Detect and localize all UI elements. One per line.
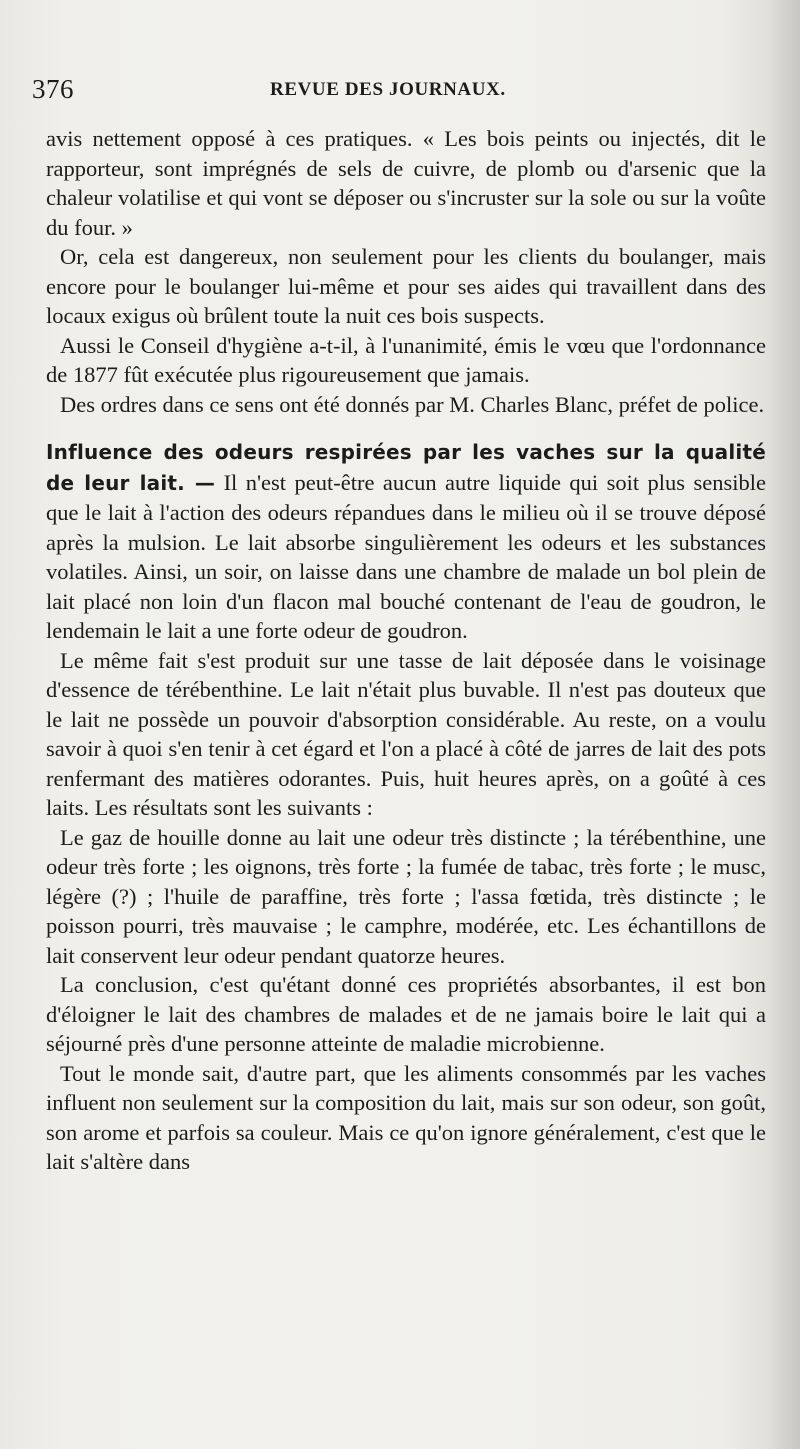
paragraph-3: Aussi le Conseil d'hygiène a-t-il, à l'unanimité, émis le vœu que l'ordonnance de 1877 fût exécutée plus rigoureusement que jamais. — [46, 332, 766, 387]
paragraph-7: Le gaz de houille donne au lait une odeur très distincte ; la térébenthine, une odeur très forte ; les oignons, très forte ; la fumée de tabac, très forte ; le musc, légère (?) ; l'huile de paraffine, très forte ; l'assa fœtida, très distincte ; le poisson pourri, très mauvaise ; le camphre, modérée, etc. Les échantillons de lait conservent leur odeur pendant quatorze heures. — [46, 824, 766, 968]
page-header — [32, 74, 762, 114]
paragraph-5 — [46, 437, 766, 646]
section-title: Influence des odeurs respirées par les vaches sur la qualité de leur lait. — — [46, 440, 766, 495]
paragraph-9: Tout le monde sait, d'autre part, que les aliments consommés par les vaches influent non seulement sur la composition du lait, mais sur son odeur, son goût, son arome et parfois sa couleur. Mais ce qu'on ignore généralement, c'est que le lait s'altère dans — [46, 1060, 766, 1174]
running-head: REVUE DES JOURNAUX. — [270, 79, 506, 100]
page-number: 376 — [32, 74, 74, 104]
paragraph-4: Des ordres dans ce sens ont été donnés par M. Charles Blanc, préfet de police. — [60, 391, 765, 417]
paragraph-1: avis nettement opposé à ces pratiques. « Les bois peints ou injectés, dit le rapporteur, sont imprégnés de sels de cuivre, de plomb ou d'arsenic que la chaleur volatilise et qui vont se déposer ou s'incruster sur la sole ou sur la voûte du four. » — [46, 126, 766, 240]
paragraph-5-text: Il n'est peut-être aucun autre liquide qui soit plus sensible que le lait à l'action des odeurs répandues dans le milieu où il se trouve déposé après la mulsion. Le lait absorbe singulièrement les odeurs et les substances volatiles. Ainsi, un soir, on laisse dans une chambre de malade un bol plein de lait placé non loin d'un flacon mal bouché contenant de l'eau de goudron, le lendemain le lait a une forte odeur de goudron. — [46, 469, 766, 643]
paragraph-8: La conclusion, c'est qu'étant donné ces propriétés absorbantes, il est bon d'éloigner le lait des chambres de malades et de ne jamais boire le lait qui a séjourné près d'une personne atteinte de maladie microbienne. — [46, 972, 766, 1056]
paragraph-6: Le même fait s'est produit sur une tasse de lait déposée dans le voisinage d'essence de térébenthine. Le lait n'était plus buvable. Il n'est pas douteux que le lait ne possède un pouvoir d'absorption considérable. Au reste, on a voulu savoir à quoi s'en tenir à cet égard et l'on a placé à côté de jarres de lait des pots renfermant des matières odorantes. Puis, huit heures après, on a goûté à ces laits. Les résultats sont les suivants : — [46, 647, 766, 820]
body-text — [46, 124, 766, 1177]
paragraph-2: Or, cela est dangereux, non seulement pour les clients du boulanger, mais encore pour le boulanger lui-même et pour ses aides qui travaillent dans des locaux exigus où brûlent toute la nuit ces bois suspects. — [46, 244, 766, 328]
page-edge-shadow — [766, 0, 800, 1449]
